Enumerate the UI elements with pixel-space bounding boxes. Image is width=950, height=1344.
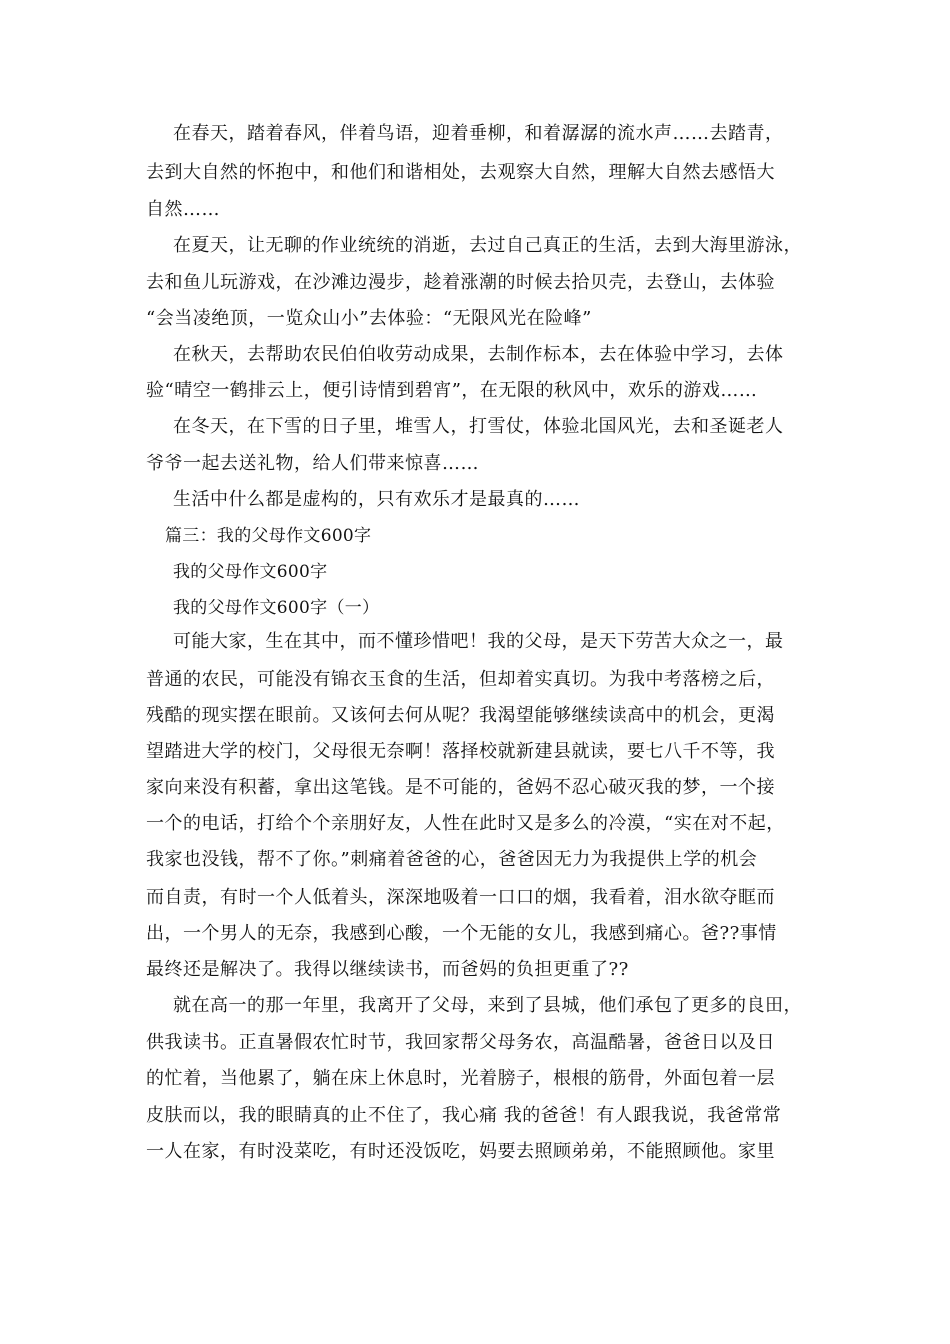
text-line: 供我读书。正直暑假农忙时节，我回家帮父母务农，高温酷暑，爸爸日以及日 bbox=[146, 1032, 775, 1053]
text-line: 一人在家，有时没菜吃，有时还没饭吃，妈要去照顾弟弟，不能照顾他。家里 bbox=[146, 1141, 775, 1162]
essay-subtitle: 我的父母作文600字（一） bbox=[173, 598, 380, 618]
text-line: 最终还是解决了。我得以继续读书，而爸妈的负担更重了?? bbox=[146, 959, 629, 980]
text-line: 在夏天，让无聊的作业统统的消逝，去过自己真正的生活，去到大海里游泳， bbox=[173, 235, 802, 256]
text-line: 出，一个男人的无奈，我感到心酸，一个无能的女儿，我感到痛心。爸??事情 bbox=[146, 923, 777, 944]
text-line: 一个的电话，打给个个亲朋好友，人性在此时又是多么的冷漠，“实在对不起， bbox=[146, 813, 785, 834]
text-line: 的忙着，当他累了，躺在床上休息时，光着膀子，根根的筋骨，外面包着一层 bbox=[146, 1068, 775, 1089]
text-line: 在冬天，在下雪的日子里，堆雪人，打雪仗，体验北国风光，去和圣诞老人 bbox=[173, 416, 784, 437]
text-line: 望踏进大学的校门，父母很无奈啊！落择校就新建县就读，要七八千不等，我 bbox=[146, 741, 775, 762]
text-line: 生活中什么都是虚构的，只有欢乐才是最真的…… bbox=[173, 489, 580, 510]
text-line: 在春天，踏着春风，伴着鸟语，迎着垂柳，和着潺潺的流水声……去踏青， bbox=[173, 123, 784, 144]
text-line: 去和鱼儿玩游戏，在沙滩边漫步，趁着涨潮的时候去拾贝壳，去登山，去体验 bbox=[146, 272, 775, 293]
essay-title: 我的父母作文600字 bbox=[173, 562, 328, 582]
text-line: 我家也没钱，帮不了你。”刺痛着爸爸的心，爸爸因无力为我提供上学的机会 bbox=[146, 849, 758, 870]
text-line: 可能大家，生在其中，而不懂珍惜吧！我的父母，是天下劳苦大众之一，最 bbox=[173, 631, 784, 652]
text-line: 爷爷一起去送礼物，给人们带来惊喜…… bbox=[146, 453, 479, 474]
text-line: “会当凌绝顶，一览众山小”去体验：“无限风光在险峰” bbox=[146, 308, 592, 329]
text-line: 残酷的现实摆在眼前。又该何去何从呢？我渴望能够继续读高中的机会，更渴 bbox=[146, 705, 775, 726]
text-line: 皮肤而以，我的眼睛真的止不住了，我心痛 我的爸爸！有人跟我说，我爸常常 bbox=[146, 1105, 782, 1126]
text-line: 在秋天，去帮助农民伯伯收劳动成果，去制作标本，去在体验中学习，去体 bbox=[173, 344, 784, 365]
text-line: 验“晴空一鹤排云上，便引诗情到碧宵”，在无限的秋风中，欢乐的游戏…… bbox=[146, 380, 758, 401]
text-line: 就在高一的那一年里，我离开了父母，来到了县城，他们承包了更多的良田， bbox=[173, 995, 802, 1016]
text-line: 普通的农民，可能没有锦衣玉食的生活，但却着实真切。为我中考落榜之后， bbox=[146, 669, 775, 690]
text-line: 自然…… bbox=[146, 199, 220, 220]
section-heading: 篇三：我的父母作文600字 bbox=[165, 526, 372, 546]
text-line: 家向来没有积蓄，拿出这笔钱。是不可能的，爸妈不忍心破灭我的梦，一个接 bbox=[146, 777, 775, 798]
text-line: 去到大自然的怀抱中，和他们和谐相处，去观察大自然，理解大自然去感悟大 bbox=[146, 162, 775, 183]
text-line: 而自责，有时一个人低着头，深深地吸着一口口的烟，我看着，泪水欲夺眶而 bbox=[146, 887, 775, 908]
